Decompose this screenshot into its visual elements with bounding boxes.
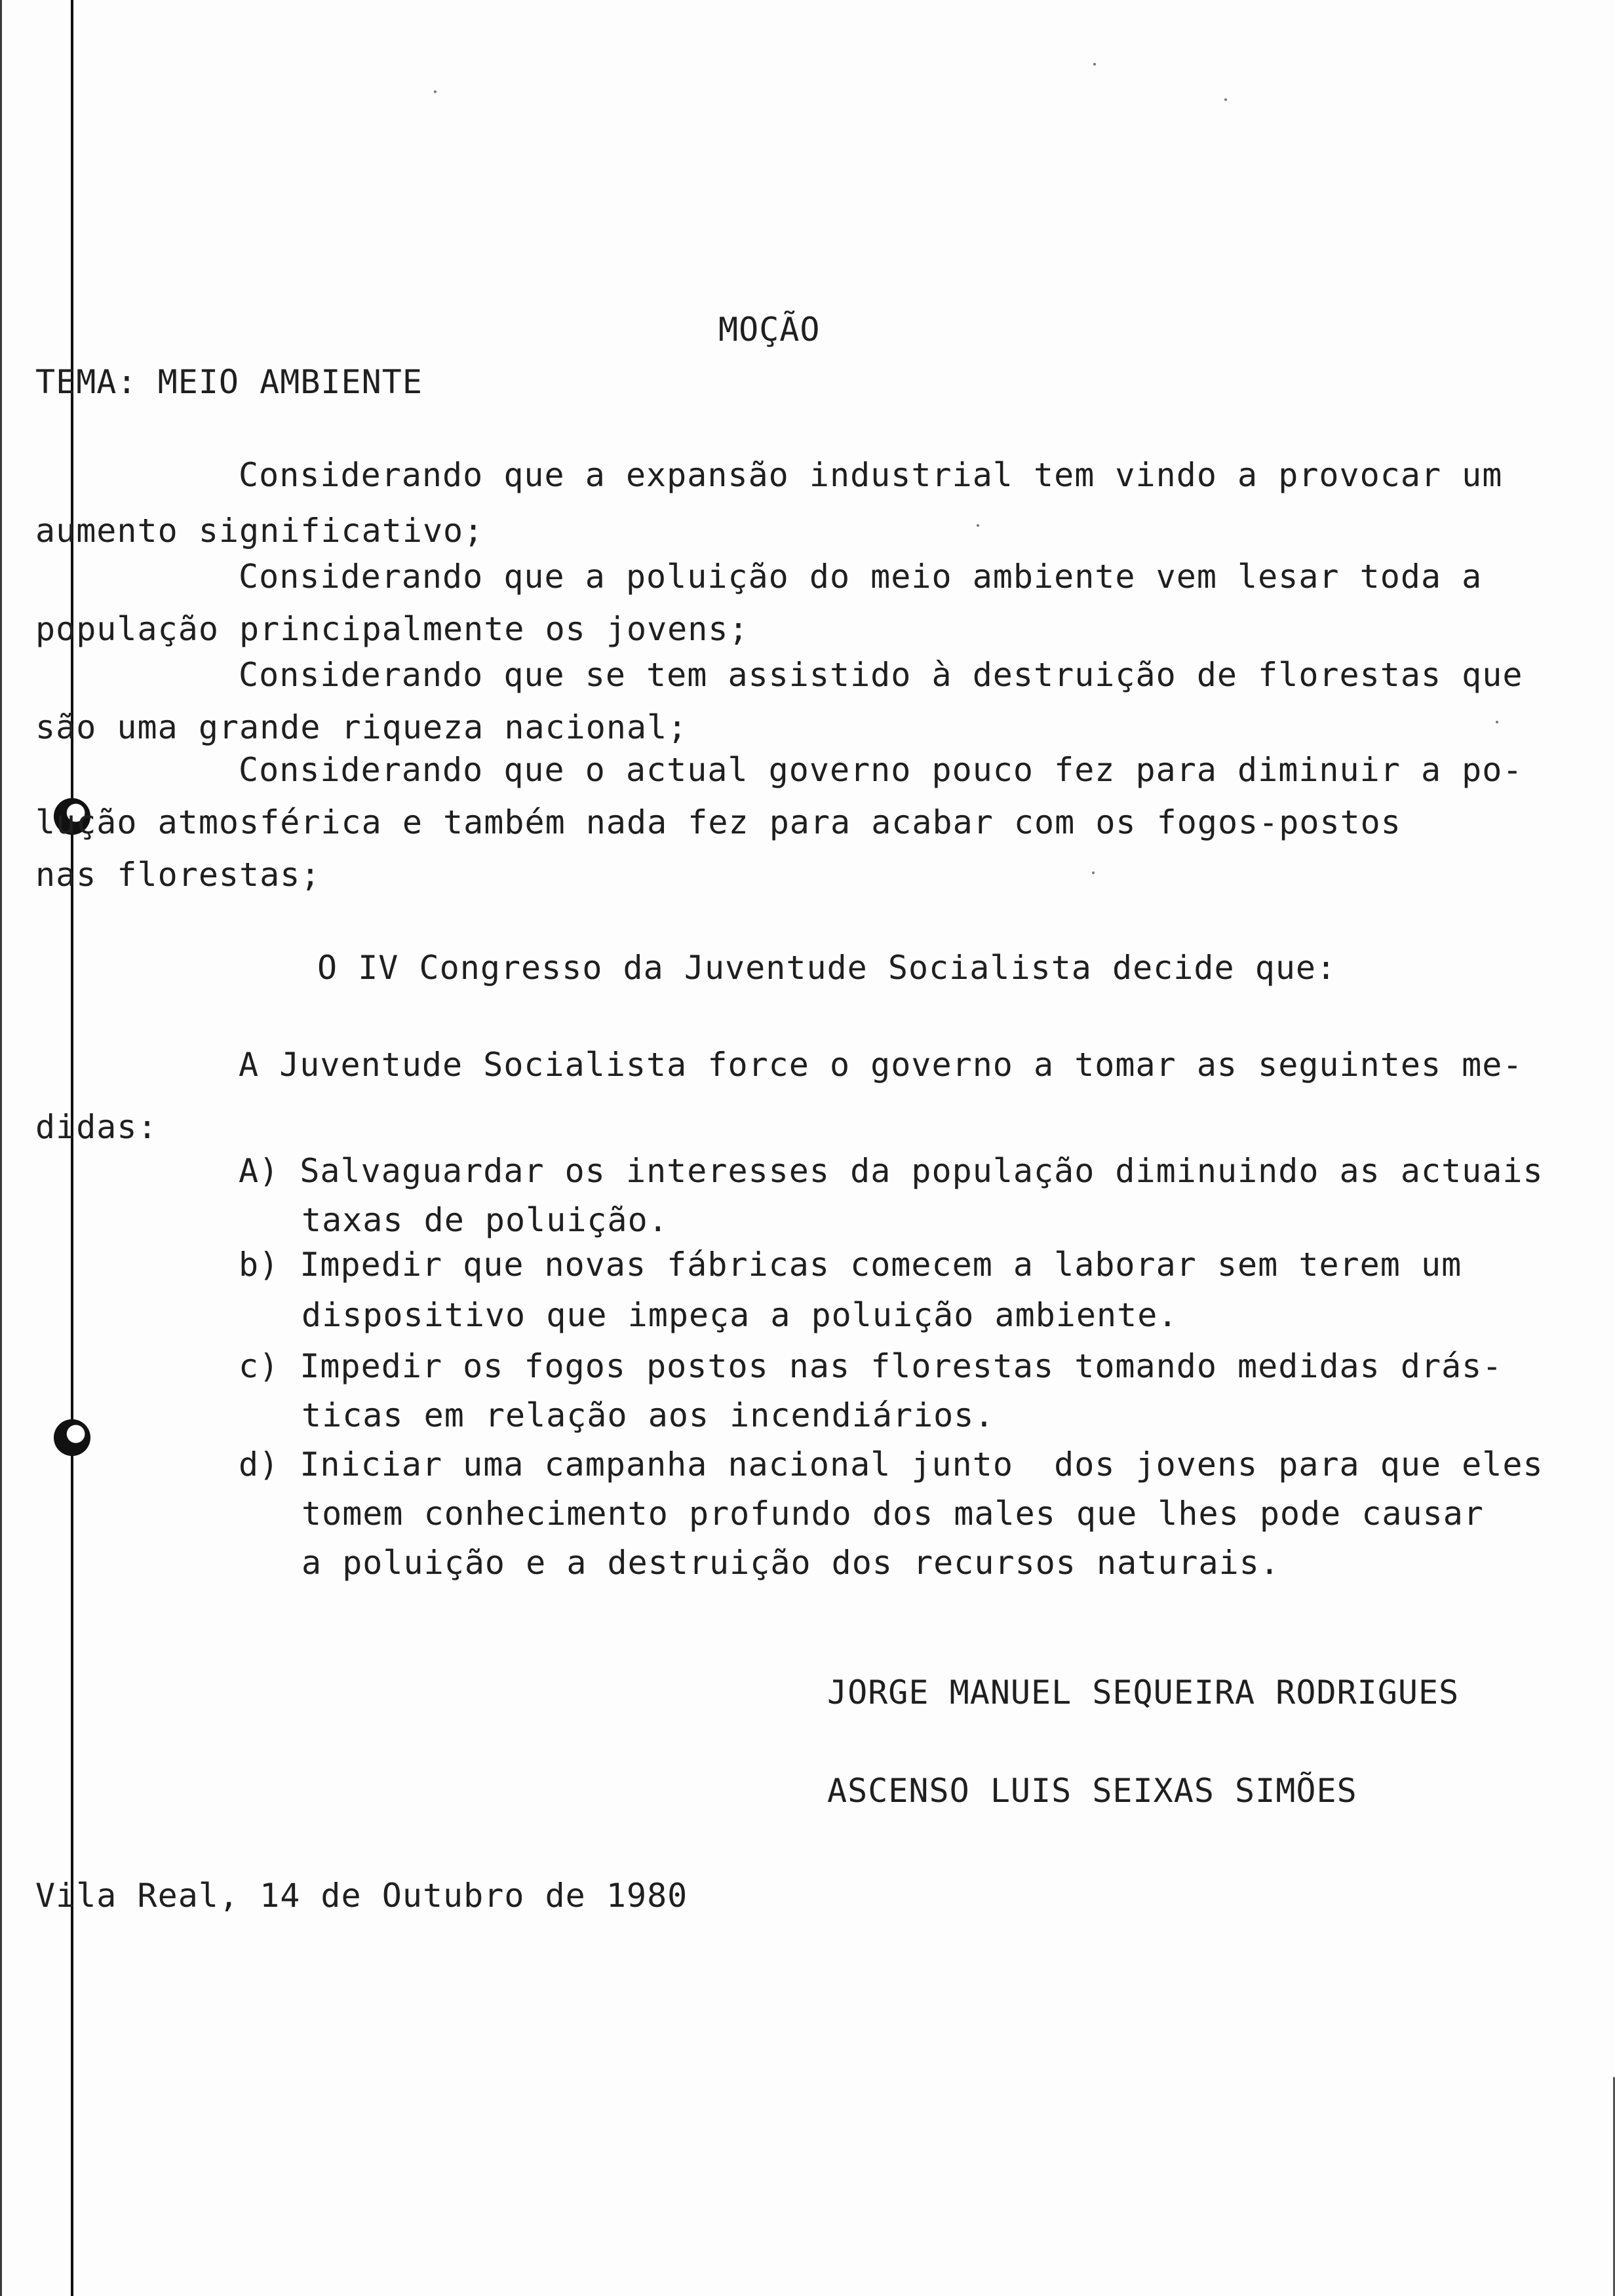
measure-item — [239, 1445, 1544, 1483]
scan-edge-left — [0, 0, 2, 2296]
place-date: Vila Real, 14 de Outubro de 1980 — [35, 1877, 688, 1915]
measure-text: taxas de poluição. — [302, 1201, 669, 1239]
consideration-line: Considerando que se tem assistido à destruição de florestas que — [239, 656, 1523, 694]
measure-text: Iniciar uma campanha nacional junto dos jovens para que eles — [300, 1445, 1544, 1483]
consideration-line: Considerando que a poluição do meio ambiente vem lesar toda a — [239, 558, 1483, 596]
scan-speck — [1093, 63, 1096, 66]
measure-text: Salvaguardar os interesses da população diminuindo as actuais — [300, 1152, 1544, 1190]
document-theme: TEMA: MEIO AMBIENTE — [35, 363, 423, 401]
consideration-line: nas florestas; — [35, 856, 321, 894]
measure-marker: c) — [239, 1347, 280, 1385]
consideration-line: aumento significativo; — [35, 512, 484, 550]
measure-text: dispositivo que impeça a poluição ambiente. — [302, 1296, 1178, 1334]
measure-marker: A) — [239, 1152, 280, 1190]
signatory-name: JORGE MANUEL SEQUEIRA RODRIGUES — [827, 1674, 1460, 1712]
scan-speck — [977, 524, 979, 527]
measure-marker: d) — [239, 1445, 280, 1483]
measure-item — [239, 1246, 1462, 1284]
scan-speck — [1496, 721, 1498, 723]
margin-rule — [71, 0, 73, 2296]
measure-text: Impedir que novas fábricas comecem a laborar sem terem um — [300, 1246, 1462, 1284]
measures-intro: A Juventude Socialista force o governo a tomar as seguintes me- — [239, 1046, 1523, 1084]
consideration-line: Considerando que a expansão industrial tem vindo a provocar um — [239, 456, 1503, 494]
punch-hole-icon — [54, 1419, 90, 1456]
scan-speck — [1092, 871, 1095, 874]
measure-item — [239, 1152, 1544, 1190]
measure-text: ticas em relação aos incendiários. — [302, 1396, 995, 1434]
consideration-line: Considerando que o actual governo pouco fez para diminuir a po- — [239, 751, 1523, 789]
measure-text: tomem conhecimento profundo dos males que lhes pode causar — [302, 1495, 1484, 1533]
scan-speck — [434, 90, 437, 93]
signatory-name: ASCENSO LUIS SEIXAS SIMÕES — [827, 1772, 1357, 1810]
measure-marker: b) — [239, 1246, 280, 1284]
measure-item — [239, 1347, 1503, 1385]
measure-text: Impedir os fogos postos nas florestas tomando medidas drás- — [300, 1347, 1503, 1385]
measure-text: a poluição e a destruição dos recursos naturais. — [302, 1544, 1280, 1582]
document-title: MOÇÃO — [718, 311, 821, 349]
scan-speck — [1224, 98, 1227, 101]
consideration-line: são uma grande riqueza nacional; — [35, 708, 688, 746]
consideration-line: lução atmosférica e também nada fez para acabar com os fogos-postos — [35, 803, 1401, 841]
measures-intro: didas: — [35, 1108, 158, 1146]
consideration-line: população principalmente os jovens; — [35, 610, 749, 648]
decision-statement: O IV Congresso da Juventude Socialista decide que: — [317, 949, 1337, 987]
